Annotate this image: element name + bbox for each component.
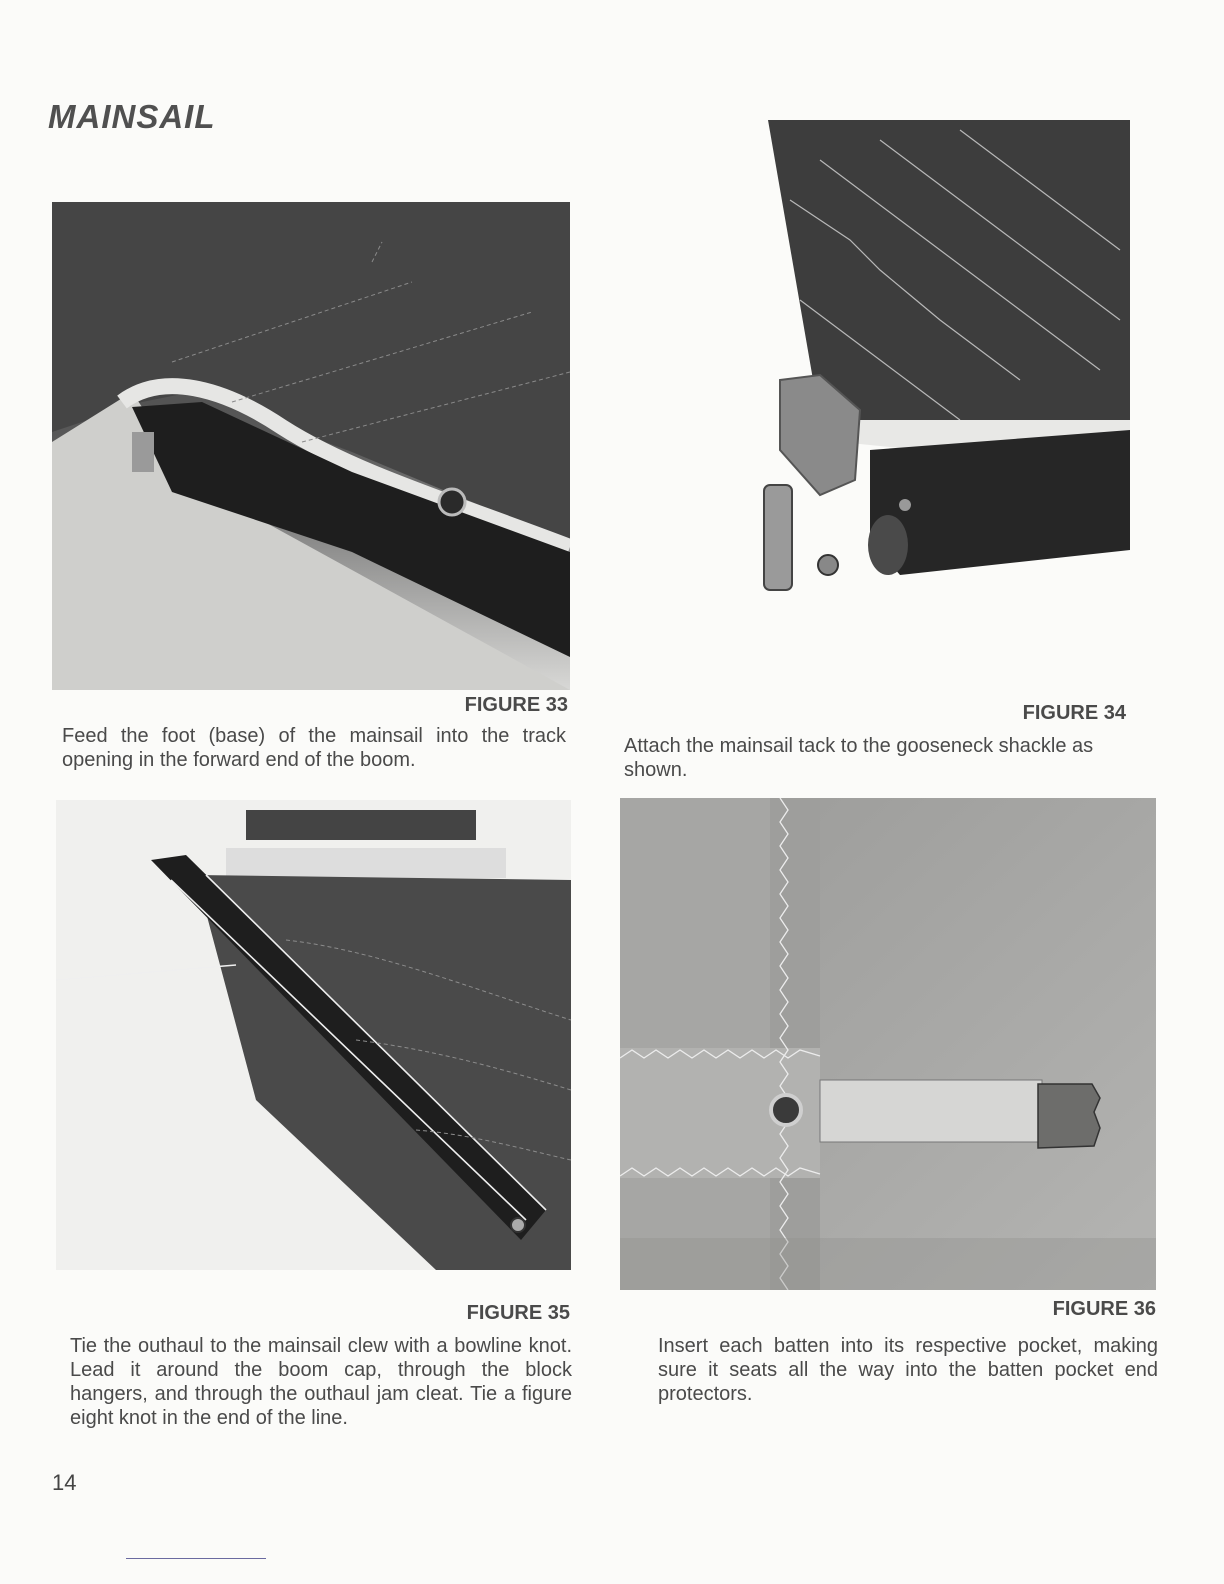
figure-35-photo <box>56 800 571 1270</box>
figure-36-label: FIGURE 36 <box>1052 1298 1156 1320</box>
figure-33-photo <box>52 202 570 690</box>
figure-34-photo <box>760 120 1130 600</box>
footer-rule <box>126 1558 266 1559</box>
figure-33-caption: Feed the foot (base) of the mainsail into the track opening in the forward end of the boom. <box>62 725 566 771</box>
figure-35-caption: Tie the outhaul to the mainsail clew with a bowline knot. Lead it around the boom cap, through the block hangers, and through the outhaul jam cleat. Tie a figure eight knot in the end of the line. <box>70 1335 572 1429</box>
figure-35-label: FIGURE 35 <box>466 1302 570 1324</box>
figure-33-label: FIGURE 33 <box>464 694 568 716</box>
figure-34-caption: Attach the mainsail tack to the gooseneck shackle as shown. <box>624 735 1094 781</box>
page-number: 14 <box>52 1470 77 1495</box>
figure-36-photo <box>620 798 1156 1290</box>
figure-36-caption: Insert each batten into its respective pocket, making sure it seats all the way into the batten pocket end protectors. <box>658 1335 1158 1405</box>
section-title: MAINSAIL <box>48 98 216 135</box>
figure-34-label: FIGURE 34 <box>1022 702 1126 724</box>
